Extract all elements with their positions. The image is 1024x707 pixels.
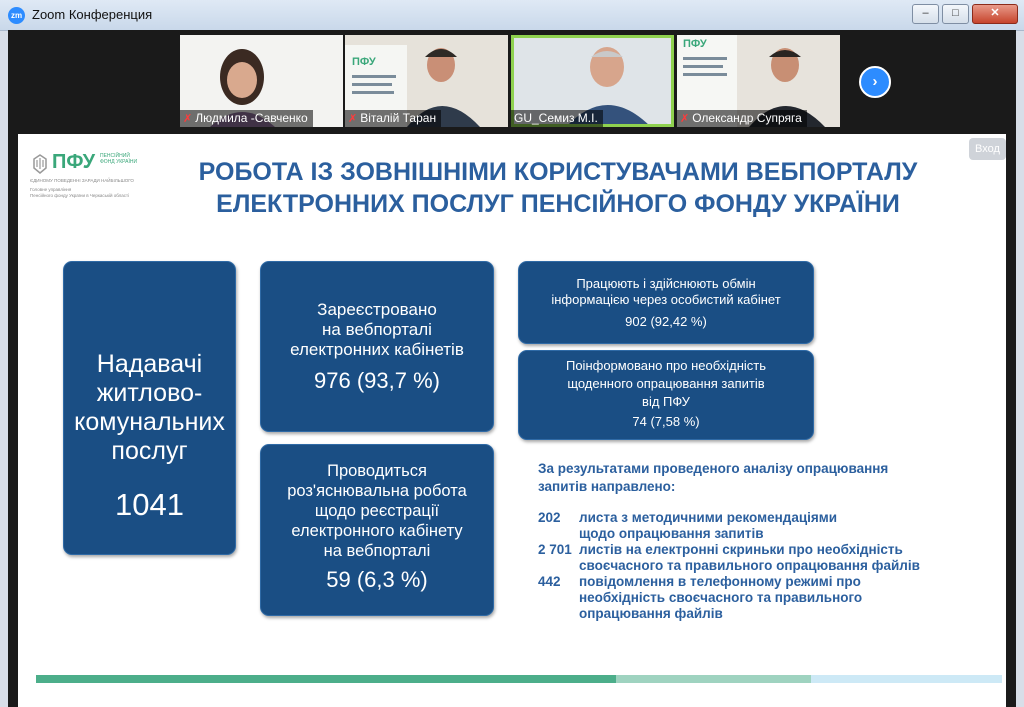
participant-name: Людмила -Савченко xyxy=(195,111,308,125)
window-titlebar xyxy=(0,0,1024,31)
trident-emblem-icon xyxy=(32,154,48,174)
pfu-logo-line3: Пенсійного фонду України в Черкаській області xyxy=(30,193,130,198)
registered-label: Зареєстровано на вебпорталі електронних кабінетів xyxy=(290,300,464,359)
providers-value: 1041 xyxy=(115,487,184,522)
pfu-logo-line1: ЄДИНОМУ ПОВЕДЕННІ ЗАРАДИ НАЙБІЛЬШОГО xyxy=(30,178,134,183)
analysis-text: листа з методичними рекомендаціями щодо опрацювання запитів xyxy=(579,510,838,541)
participant-name: GU_Семиз М.І. xyxy=(514,111,598,125)
participant-name: Олександр Супряга xyxy=(692,111,802,125)
participant-tile[interactable] xyxy=(345,35,508,127)
participant-strip xyxy=(8,30,1016,134)
pfu-logo-caption: ПЕНСІЙНИЙ ФОНД УКРАЇНИ xyxy=(100,153,138,165)
mic-muted-icon: ✗ xyxy=(183,113,193,125)
mic-muted-icon: ✗ xyxy=(680,113,690,125)
working-value: 902 (92,42 %) xyxy=(625,314,707,329)
working-label: Працюють і здійснюють обмін інформацією через особистий кабінет xyxy=(551,276,781,307)
participant-name-bar xyxy=(180,110,313,127)
login-button[interactable]: Вход xyxy=(969,138,1006,160)
maximize-button[interactable]: □ xyxy=(942,4,969,24)
pfu-logo-line2: Головне управління xyxy=(30,187,72,192)
participant-name-bar xyxy=(677,110,807,127)
registered-value: 976 (93,7 %) xyxy=(314,368,440,393)
participant-name-bar xyxy=(511,110,603,127)
working-box xyxy=(518,261,814,344)
next-participants-arrow-icon[interactable]: › xyxy=(859,66,891,98)
window-title: Zoom Конференция xyxy=(32,7,153,22)
analysis-heading: За результатами проведеного аналізу опрацювання запитів направлено: xyxy=(538,461,889,494)
svg-text:ПФУ: ПФУ xyxy=(683,38,707,50)
pfu-logo xyxy=(30,152,150,212)
zoom-client-area xyxy=(8,30,1016,707)
analysis-text: повідомлення в телефонному режимі про необхідність своєчасного та правильного опрацювання файлів xyxy=(579,574,863,621)
analysis-row xyxy=(538,542,998,574)
informed-value: 74 (7,58 %) xyxy=(632,414,700,429)
analysis-count: 202 xyxy=(538,510,561,525)
svg-text:ПФУ: ПФУ xyxy=(352,56,376,68)
analysis-count: 2 701 xyxy=(538,542,572,557)
analysis-text: листів на електронні скриньки про необхідність своєчасного та правильного опрацювання файлів xyxy=(579,542,920,573)
analysis-block xyxy=(538,460,998,622)
explaining-value: 59 (6,3 %) xyxy=(326,567,428,592)
minimize-button[interactable]: – xyxy=(912,4,939,24)
informed-label: Поінформовано про необхідність щоденного опрацювання запитів від ПФУ xyxy=(565,358,766,409)
participant-tile[interactable] xyxy=(677,35,840,127)
zoom-app-icon: zm xyxy=(8,7,25,24)
registered-box xyxy=(260,261,494,432)
mic-muted-icon: ✗ xyxy=(348,113,358,125)
slide-title xyxy=(188,156,928,220)
informed-box xyxy=(518,350,814,440)
explaining-label: Проводиться роз'яснювальна робота щодо реєстрації електронного кабінету на вебпорталі xyxy=(287,462,467,560)
slide-footer-bar xyxy=(36,675,1002,683)
participant-tile-active[interactable] xyxy=(511,35,674,127)
participant-name-bar xyxy=(345,110,441,127)
close-button[interactable]: ✕ xyxy=(972,4,1018,24)
slide-title-line1: РОБОТА ІЗ ЗОВНІШНІМИ КОРИСТУВАЧАМИ ВЕБПОРТАЛУ xyxy=(198,158,918,186)
providers-box xyxy=(63,261,236,555)
analysis-row xyxy=(538,574,998,622)
pfu-abbreviation: ПФУ xyxy=(52,151,96,173)
analysis-count: 442 xyxy=(538,574,561,589)
analysis-row xyxy=(538,510,998,542)
slide-title-line2: ЕЛЕКТРОННИХ ПОСЛУГ ПЕНСІЙНОГО ФОНДУ УКРАЇНИ xyxy=(216,190,900,218)
participant-tile[interactable] xyxy=(180,35,343,127)
participant-name: Віталій Таран xyxy=(360,111,437,125)
providers-label: Надавачі житлово- комунальних послуг xyxy=(74,350,225,465)
shared-screen-slide xyxy=(18,134,1006,707)
explaining-box xyxy=(260,444,494,616)
